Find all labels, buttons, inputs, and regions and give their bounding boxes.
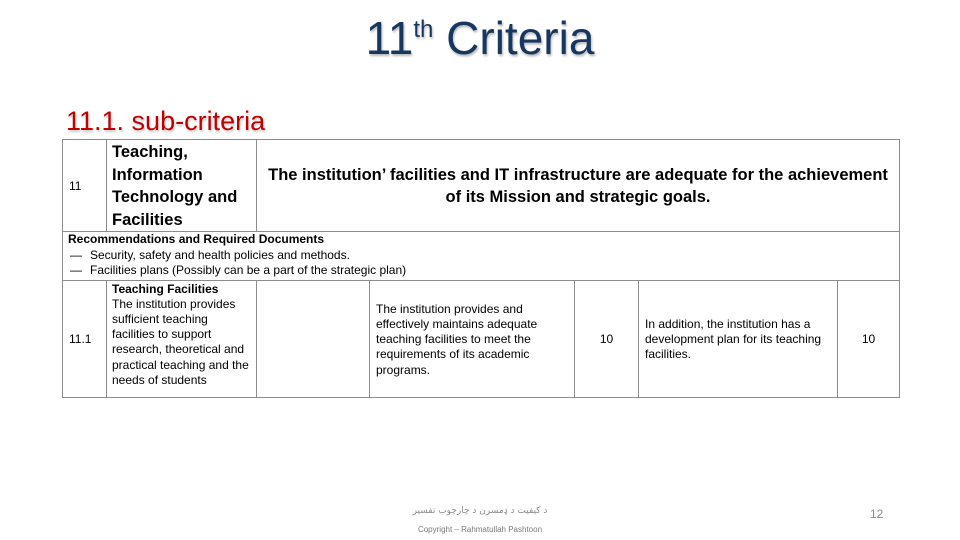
criterion-statement: The institution’ facilities and IT infrastructure are adequate for the achievement of its Mission and strategic goals.	[257, 140, 900, 232]
recommendations-cell	[63, 232, 900, 281]
criterion-name: Teaching, Information Technology and Facilities	[107, 140, 257, 232]
sub-criterion-name: Teaching Facilities	[112, 281, 219, 296]
footer-text: د کیفیت د ډمسرن د چارچوب تفسیر	[412, 506, 548, 516]
recommendation-text: Facilities plans (Possibly can be a part of the strategic plan)	[90, 263, 407, 277]
footer-copyright: Copyright – Rahmatullah Pashtoon	[417, 525, 543, 534]
recommendation-item	[68, 263, 894, 279]
recommendations-heading: Recommendations and Required Documents	[68, 232, 325, 246]
sub-criterion-cell	[107, 280, 257, 398]
criteria-table	[62, 139, 900, 398]
recommendations-row	[63, 232, 900, 281]
title-number: 11	[365, 12, 414, 64]
sub-criterion-row	[63, 280, 900, 398]
recommendation-item	[68, 248, 894, 264]
sub-criterion-number: 11.1	[63, 280, 107, 398]
level-description: The institution provides and effectively maintains adequate teaching facilities to meet the requirements of its academic programs.	[370, 280, 575, 398]
dash-mark: —	[70, 263, 82, 277]
criterion-number: 11	[63, 140, 107, 232]
recommendation-text: Security, safety and health policies and methods.	[90, 247, 350, 262]
title-word: Criteria	[446, 12, 595, 64]
extra-level-score: 10	[838, 280, 900, 398]
criterion-row	[63, 140, 900, 232]
empty-level-cell	[257, 280, 370, 398]
dash-mark: —	[70, 247, 82, 262]
extra-level-description: In addition, the institution has a development plan for its teaching facilities.	[639, 280, 838, 398]
sub-criterion-description: The institution provides sufficient teaching facilities to support research, theoretical and practical teaching and the needs of students	[112, 296, 249, 387]
level-score: 10	[575, 280, 639, 398]
title-ordinal-suffix: th	[413, 16, 434, 43]
slide-subtitle: 11.1. sub-criteria	[66, 106, 266, 136]
page-number: 12	[870, 507, 884, 521]
slide-title	[0, 8, 960, 68]
